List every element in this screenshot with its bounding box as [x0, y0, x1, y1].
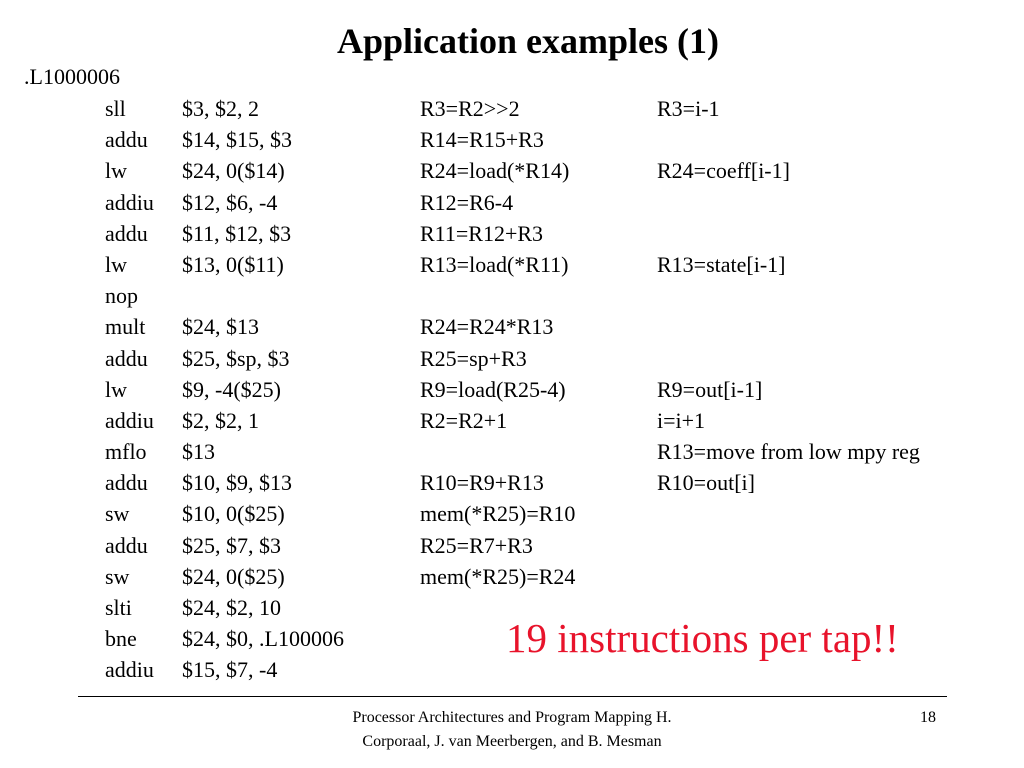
instruction-opcode: addiu: [105, 657, 154, 683]
instruction-opcode: sw: [105, 501, 130, 527]
instruction-register-transfer: R24=load(*R14): [420, 158, 570, 184]
instruction-opcode: addu: [105, 470, 148, 496]
instruction-row: [0, 124, 1024, 155]
instruction-operands: $9, -4($25): [182, 376, 281, 402]
instruction-register-transfer: R12=R6-4: [420, 189, 514, 215]
instruction-row: [0, 374, 1024, 405]
instruction-comment: R13=move from low mpy reg: [657, 439, 920, 465]
footer-divider: [78, 696, 947, 697]
instruction-row: [0, 280, 1024, 311]
instruction-operands: $24, $0, .L100006: [182, 626, 344, 652]
instruction-comment: i=i+1: [657, 407, 706, 433]
instruction-opcode: sw: [105, 563, 130, 589]
instruction-row: [0, 405, 1024, 436]
assembly-listing: [0, 93, 1024, 686]
slide-title: Application examples (1): [337, 21, 719, 61]
instruction-opcode: addiu: [105, 407, 154, 433]
instruction-operands: $3, $2, 2: [182, 96, 259, 121]
instruction-opcode: lw: [105, 158, 127, 184]
instruction-row: [0, 343, 1024, 374]
instruction-register-transfer: R14=R15+R3: [420, 127, 544, 153]
instruction-opcode: lw: [105, 251, 127, 277]
instruction-comment: R10=out[i]: [657, 470, 755, 496]
instruction-row: [0, 498, 1024, 529]
instruction-operands: $12, $6, -4: [182, 189, 278, 215]
instruction-operands: $13, 0($11): [182, 251, 284, 277]
instruction-operands: $25, $sp, $3: [182, 345, 290, 371]
instruction-row: [0, 187, 1024, 218]
instruction-register-transfer: R3=R2>>2: [420, 96, 520, 121]
instruction-register-transfer: R25=sp+R3: [420, 345, 527, 371]
footer-credits: Processor Architectures and Program Mapping H. Corporaal, J. van Meerbergen, and B. Mesman: [352, 709, 672, 750]
instruction-opcode: addu: [105, 345, 148, 371]
instruction-row: [0, 218, 1024, 249]
instruction-operands: $24, $2, 10: [182, 595, 281, 620]
instruction-row: [0, 436, 1024, 467]
instructions-per-tap-note: 19 instructions per tap!!: [506, 615, 899, 661]
loop-label: .L1000006: [24, 64, 120, 89]
instruction-opcode: slti: [105, 595, 132, 620]
instruction-comment: R3=i-1: [657, 96, 720, 121]
instruction-row: [0, 155, 1024, 186]
instruction-register-transfer: R9=load(R25-4): [420, 376, 566, 402]
instruction-operands: $25, $7, $3: [182, 532, 281, 558]
instruction-operands: $24, 0($25): [182, 563, 285, 589]
instruction-operands: $10, $9, $13: [182, 470, 292, 496]
instruction-opcode: mflo: [105, 439, 147, 465]
instruction-operands: $11, $12, $3: [182, 220, 292, 246]
instruction-operands: $13: [182, 439, 215, 465]
instruction-opcode: addu: [105, 127, 148, 153]
instruction-comment: R13=state[i-1]: [657, 251, 786, 277]
instruction-opcode: addu: [105, 220, 148, 246]
instruction-opcode: addiu: [105, 189, 154, 215]
instruction-row: [0, 93, 1024, 124]
instruction-operands: $15, $7, -4: [182, 657, 278, 683]
instruction-operands: $24, $13: [182, 314, 259, 340]
instruction-register-transfer: R10=R9+R13: [420, 470, 544, 496]
instruction-register-transfer: R13=load(*R11): [420, 251, 569, 277]
instruction-row: [0, 249, 1024, 280]
instruction-comment: R9=out[i-1]: [657, 376, 763, 402]
instruction-operands: $24, 0($14): [182, 158, 285, 184]
instruction-operands: $10, 0($25): [182, 501, 285, 527]
instruction-operands: $2, $2, 1: [182, 407, 259, 433]
instruction-opcode: addu: [105, 532, 148, 558]
instruction-opcode: lw: [105, 376, 127, 402]
instruction-comment: R24=coeff[i-1]: [657, 158, 790, 184]
instruction-row: [0, 561, 1024, 592]
instruction-opcode: mult: [105, 314, 146, 340]
instruction-register-transfer: R24=R24*R13: [420, 314, 554, 340]
instruction-opcode: nop: [105, 283, 138, 309]
instruction-row: [0, 530, 1024, 561]
instruction-row: [0, 311, 1024, 342]
instruction-register-transfer: R2=R2+1: [420, 407, 508, 433]
instruction-register-transfer: mem(*R25)=R10: [420, 501, 576, 527]
instruction-row: [0, 467, 1024, 498]
instruction-register-transfer: R25=R7+R3: [420, 532, 533, 558]
page-number: 18: [920, 709, 936, 726]
instruction-opcode: bne: [105, 626, 137, 652]
instruction-register-transfer: R11=R12+R3: [420, 220, 544, 246]
instruction-register-transfer: mem(*R25)=R24: [420, 563, 576, 589]
instruction-operands: $14, $15, $3: [182, 127, 292, 153]
instruction-opcode: sll: [105, 96, 126, 121]
